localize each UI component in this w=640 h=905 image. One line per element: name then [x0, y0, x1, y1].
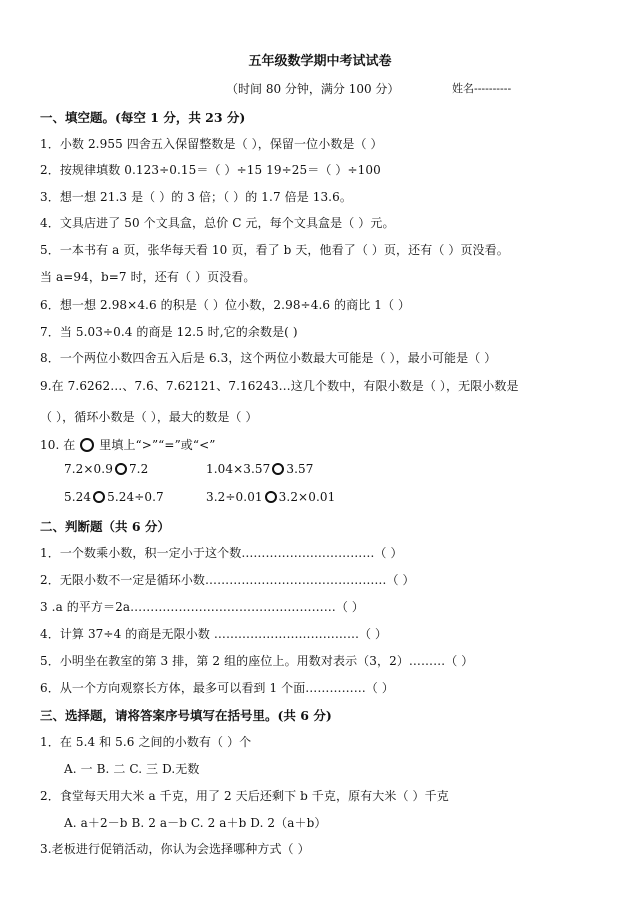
s3-q1-options: A. 一 B. 二 C. 三 D.无数 [64, 762, 200, 776]
circle-icon [80, 438, 94, 452]
exam-subtitle: （时间 80 分钟，满分 100 分） [226, 82, 400, 96]
s1-q5b: 当 a=94，b=7 时，还有（ ）页没看。 [40, 270, 256, 284]
s2-q4: 4．计算 37÷4 的商是无限小数 ………………………………（ ） [40, 627, 388, 641]
section2-heading: 二、判断题（共 6 分） [40, 519, 170, 534]
s1-q5a: 5．一本书有 a 页，张华每天看 10 页，看了 b 天，他看了（ ）页，还有（ ）页没看。 [40, 243, 509, 257]
s1-q4: 4．文具店进了 50 个文具盒，总价 C 元，每个文具盒是（ ）元。 [40, 216, 395, 230]
compare-left: 7.2×0.9 [64, 462, 113, 476]
s1-q10-row2b [206, 490, 335, 504]
s1-q1: 1．小数 2.955 四舍五入保留整数是（ ），保留一位小数是（ ） [40, 137, 383, 151]
s2-q1: 1．一个数乘小数，积一定小于这个数……………………………（ ） [40, 546, 403, 560]
s3-q2-options: A. a＋2－b B. 2 a－b C. 2 a＋b D. 2（a＋b） [64, 816, 327, 830]
compare-right: 3.57 [286, 462, 314, 476]
s1-q9b: （ ），循环小数是（ ），最大的数是（ ） [40, 410, 258, 424]
s1-q7: 7．当 5.03÷0.4 的商是 12.5 时,它的余数是( ) [40, 325, 298, 339]
name-label: 姓名---------- [452, 82, 512, 95]
exam-title: 五年级数学期中考试试卷 [248, 54, 392, 69]
compare-circle-icon[interactable] [265, 491, 277, 503]
s1-q6: 6．想一想 2.98×4.6 的积是（ ）位小数，2.98÷4.6 的商比 1（ ） [40, 298, 411, 312]
compare-right: 7.2 [128, 462, 149, 476]
compare-right: 5.24÷0.7 [107, 490, 164, 504]
s1-q2: 2．按规律填数 0.123÷0.15＝（ ）÷15 19÷25＝（ ）÷100 [40, 163, 381, 177]
s1-q10-prefix: 10. 在 [40, 438, 76, 452]
s1-q3: 3．想一想 21.3 是（ ）的 3 倍；（ ）的 1.7 倍是 13.6。 [40, 190, 352, 204]
s2-q3: 3 .a 的平方＝2a……………………………………………（ ） [40, 600, 364, 614]
section3-heading: 三、选择题，请将答案序号填写在括号里。(共 6 分) [40, 708, 332, 723]
s3-q1: 1．在 5.4 和 5.6 之间的小数有（ ）个 [40, 735, 252, 749]
s1-q10-row1a [64, 462, 148, 476]
compare-left: 5.24 [64, 490, 92, 504]
compare-circle-icon[interactable] [115, 463, 127, 475]
compare-left: 3.2÷0.01 [206, 490, 263, 504]
compare-right: 3.2×0.01 [278, 490, 336, 504]
s1-q10-row1b [206, 462, 314, 476]
s1-q10-suffix: 里填上“>”“=”或“<” [99, 438, 216, 452]
compare-circle-icon[interactable] [272, 463, 284, 475]
s3-q2: 2．食堂每天用大米 a 千克，用了 2 天后还剩下 b 千克，原有大米（ ）千克 [40, 789, 449, 803]
compare-left: 1.04×3.57 [206, 462, 271, 476]
compare-circle-icon[interactable] [93, 491, 105, 503]
s1-q10-row2a [64, 490, 164, 504]
s2-q5: 5．小明坐在教室的第 3 排，第 2 组的座位上。用数对表示（3，2）………（ ） [40, 654, 474, 668]
s1-q8: 8．一个两位小数四舍五入后是 6.3，这个两位小数最大可能是（ ），最小可能是（ ） [40, 351, 497, 365]
s1-q10 [40, 436, 216, 453]
section1-heading: 一、填空题。(每空 1 分，共 23 分) [40, 110, 246, 125]
s3-q3: 3.老板进行促销活动，你认为会选择哪种方式（ ） [40, 842, 310, 856]
s2-q2: 2．无限小数不一定是循环小数………………………………………（ ） [40, 573, 415, 587]
s1-q9a: 9.在 7.6262…、7.6̇、7.62121、7.16243…这几个数中，有限小数是（ ），无限小数是 [40, 379, 519, 393]
s2-q6: 6．从一个方向观察长方体，最多可以看到 1 个面……………（ ） [40, 681, 394, 695]
